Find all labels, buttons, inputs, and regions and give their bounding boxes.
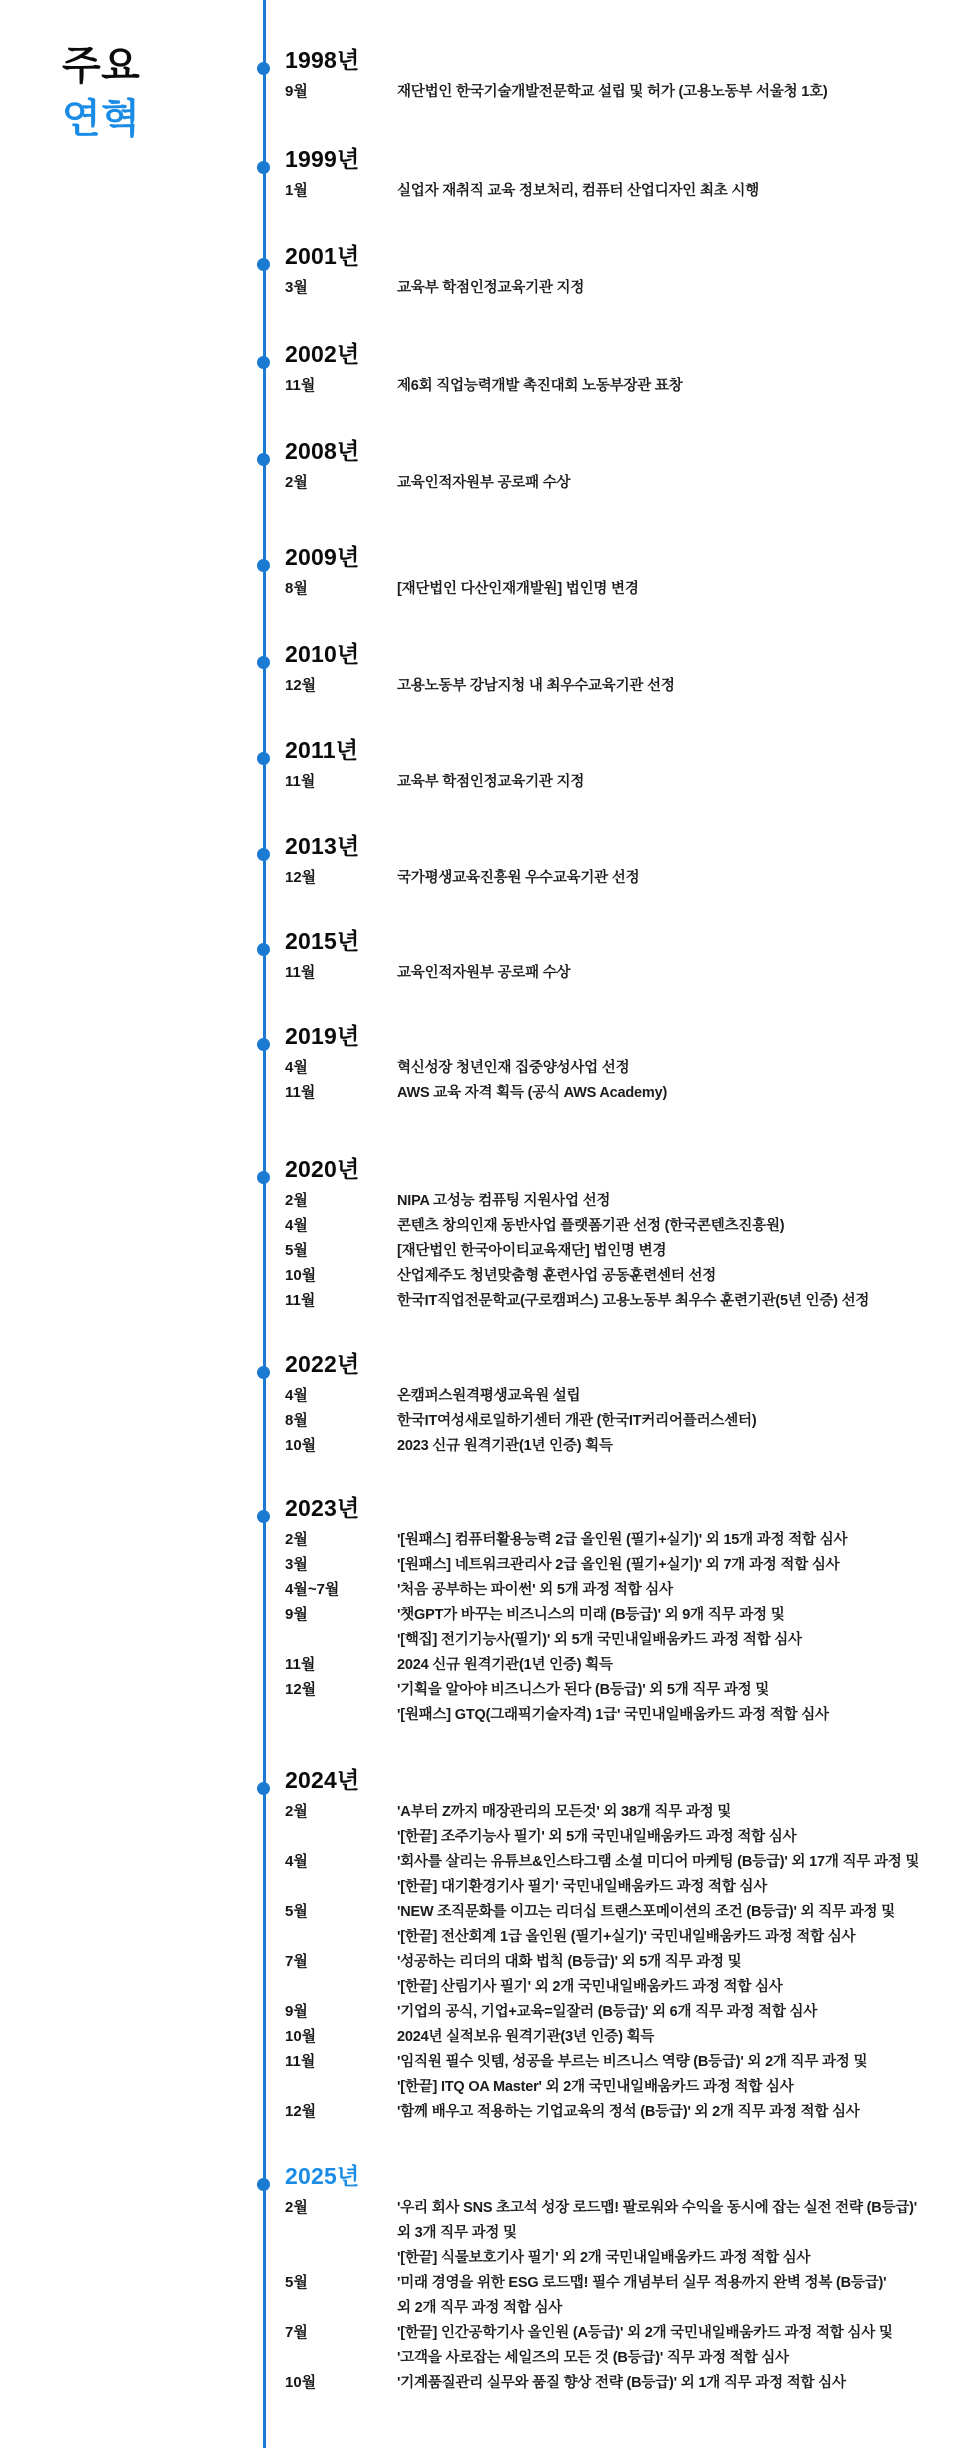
timeline-entry — [285, 1529, 960, 1551]
entry-description: '성공하는 리더의 대화 법칙 (B등급)' 외 5개 직무 과정 및 — [397, 1954, 742, 1970]
timeline-entry — [285, 1410, 960, 1432]
timeline-entry — [285, 578, 960, 600]
entry-description: '회사를 살리는 유튜브&인스타그램 소셜 미디어 마케팅 (B등급)' 외 17개 직무 과정 및 — [397, 1854, 920, 1870]
timeline-entry — [285, 277, 960, 299]
entry-month: 11월 — [285, 377, 316, 394]
timeline-entry — [285, 81, 960, 103]
entry-month: 9월 — [285, 83, 308, 100]
timeline-entry — [285, 1435, 960, 1457]
entry-month: 4월~7월 — [285, 1581, 340, 1598]
timeline-year-block — [285, 1023, 960, 1107]
timeline-entry — [285, 1901, 960, 1923]
entry-description: '처음 공부하는 파이썬' 외 5개 과정 적합 심사 — [397, 1582, 673, 1598]
entry-description: 콘텐츠 창의인재 동반사업 플랫폼기관 선정 (한국콘텐츠진흥원) — [397, 1218, 785, 1234]
year-label: 2002년 — [285, 341, 360, 367]
year-entries — [285, 1529, 960, 1726]
entry-description: 혁신성장 청년인재 집중양성사업 선정 — [397, 1060, 630, 1076]
year-entries — [285, 771, 960, 793]
entry-description: '기획을 알아야 비즈니스가 된다 (B등급)' 외 5개 직무 과정 및 — [397, 1682, 770, 1698]
year-label: 2001년 — [285, 243, 360, 269]
entry-month: 10월 — [285, 2028, 317, 2045]
year-entries — [285, 675, 960, 697]
entry-month: 2월 — [285, 1531, 308, 1548]
timeline-year-block — [285, 2163, 960, 2397]
entry-month: 2월 — [285, 1803, 308, 1820]
entry-month: 12월 — [285, 869, 317, 886]
year-label: 2011년 — [285, 737, 359, 763]
timeline-entry — [285, 1704, 960, 1726]
entry-month: 2월 — [285, 2199, 308, 2216]
timeline-dot-icon — [257, 656, 270, 669]
entry-month: 10월 — [285, 1267, 317, 1284]
year-entries — [285, 375, 960, 397]
page-title — [62, 40, 140, 146]
timeline-entry — [285, 375, 960, 397]
entry-description: 한국IT여성새로일하기센터 개관 (한국IT커리어플러스센터) — [397, 1413, 757, 1429]
entry-month: 12월 — [285, 677, 317, 694]
timeline-entry — [285, 2347, 960, 2369]
year-entries — [285, 81, 960, 103]
timeline-dot-icon — [257, 1366, 270, 1379]
entry-month: 5월 — [285, 1903, 308, 1920]
entry-description: 교육인적자원부 공로패 수상 — [397, 965, 571, 981]
timeline-dot-icon — [257, 752, 270, 765]
entry-description: '[핵집] 전기기능사(필기)' 외 5개 국민내일배움카드 과정 적합 심사 — [397, 1632, 802, 1648]
entry-description: '고객을 사로잡는 세일즈의 모든 것 (B등급)' 직무 과정 적합 심사 — [397, 2350, 789, 2366]
timeline-entry — [285, 2297, 960, 2319]
timeline-year-block — [285, 1156, 960, 1315]
timeline-entry — [285, 1851, 960, 1873]
year-label: 2015년 — [285, 928, 360, 954]
year-label: 2008년 — [285, 438, 360, 464]
entry-description: '미래 경영을 위한 ESG 로드맵! 필수 개념부터 실무 적용까지 완벽 정복 (B등급)' — [397, 2275, 887, 2291]
year-label: 2025년 — [285, 2163, 360, 2189]
year-label: 2024년 — [285, 1767, 360, 1793]
timeline-entry — [285, 1240, 960, 1262]
timeline-entry — [285, 962, 960, 984]
timeline-year-block — [285, 1351, 960, 1460]
timeline-entry — [285, 1190, 960, 1212]
year-entries — [285, 2197, 960, 2394]
entry-description: '챗GPT가 바꾸는 비즈니스의 미래 (B등급)' 외 9개 직무 과정 및 — [397, 1607, 785, 1623]
entry-description: [재단법인 한국아이티교육재단] 법인명 변경 — [397, 1243, 667, 1259]
entry-month: 8월 — [285, 580, 308, 597]
timeline-year-block — [285, 1767, 960, 2126]
timeline-dot-icon — [257, 943, 270, 956]
entry-description: 교육인적자원부 공로패 수상 — [397, 475, 571, 491]
entry-month: 12월 — [285, 2103, 317, 2120]
entry-month: 4월 — [285, 1059, 308, 1076]
year-label: 2020년 — [285, 1156, 360, 1182]
timeline-entry — [285, 867, 960, 889]
timeline-entry — [285, 1976, 960, 1998]
year-label: 1999년 — [285, 146, 360, 172]
timeline-year-block — [285, 438, 960, 497]
timeline-entry — [285, 1290, 960, 1312]
timeline-entry — [285, 1654, 960, 1676]
entry-description: AWS 교육 자격 획득 (공식 AWS Academy) — [397, 1085, 668, 1101]
entry-month: 12월 — [285, 1681, 317, 1698]
year-entries — [285, 867, 960, 889]
timeline-entry — [285, 472, 960, 494]
entry-description: 산업제주도 청년맞춤형 훈련사업 공동훈련센터 선정 — [397, 1268, 717, 1284]
entry-month: 5월 — [285, 2274, 308, 2291]
year-entries — [285, 962, 960, 984]
entry-description: 온캠퍼스원격평생교육원 설립 — [397, 1388, 581, 1404]
entry-description: 'A부터 Z까지 매장관리의 모든것' 외 38개 직무 과정 및 — [397, 1804, 732, 1820]
timeline-entry — [285, 1876, 960, 1898]
timeline-dot-icon — [257, 1038, 270, 1051]
timeline-year-block — [285, 833, 960, 892]
entry-month: 10월 — [285, 1437, 317, 1454]
timeline-entry — [285, 2076, 960, 2098]
year-entries — [285, 472, 960, 494]
timeline-entry — [285, 1385, 960, 1407]
timeline-entry — [285, 771, 960, 793]
timeline-entry — [285, 180, 960, 202]
entry-description: NIPA 고성능 컴퓨팅 지원사업 선정 — [397, 1193, 611, 1209]
entry-description: 국가평생교육진흥원 우수교육기관 선정 — [397, 870, 640, 886]
entry-month: 11월 — [285, 1084, 316, 1101]
entry-description: '함께 배우고 적용하는 기업교육의 정석 (B등급)' 외 2개 직무 과정 적합 심사 — [397, 2104, 860, 2120]
entry-description: 2024년 실적보유 원격기관(3년 인증) 획득 — [397, 2029, 655, 2045]
entry-description: 한국IT직업전문학교(구로캠퍼스) 고용노동부 최우수 훈련기관(5년 인증) 선정 — [397, 1293, 870, 1309]
entry-month: 9월 — [285, 2003, 308, 2020]
timeline-entry — [285, 1926, 960, 1948]
entry-description: '우리 회사 SNS 초고석 성장 로드맵! 팔로워와 수익을 동시에 잡는 실전 전략 (B등급)' — [397, 2200, 918, 2216]
year-label: 1998년 — [285, 47, 360, 73]
timeline-entry — [285, 2272, 960, 2294]
entry-description: '[원패스] 컴퓨터활용능력 2급 올인원 (필기+실기)' 외 15개 과정 적합 심사 — [397, 1532, 848, 1548]
timeline-entry — [285, 675, 960, 697]
entry-description: 고용노동부 강남지청 내 최우수교육기관 선정 — [397, 678, 675, 694]
timeline-entry — [285, 1826, 960, 1848]
year-label: 2010년 — [285, 641, 360, 667]
timeline-year-block — [285, 641, 960, 700]
entry-description: '[원패스] 네트워크관리사 2급 올인원 (필기+실기)' 외 7개 과정 적합 심사 — [397, 1557, 840, 1573]
entry-month: 8월 — [285, 1412, 308, 1429]
entry-month: 1월 — [285, 182, 308, 199]
entry-month: 4월 — [285, 1853, 308, 1870]
timeline-entry — [285, 1604, 960, 1626]
entry-description: 실업자 재취직 교육 정보처리, 컴퓨터 산업디자인 최초 시행 — [397, 183, 759, 199]
timeline-dot-icon — [257, 2178, 270, 2191]
timeline-entry — [285, 1951, 960, 1973]
timeline-entry — [285, 2322, 960, 2344]
year-label: 2013년 — [285, 833, 360, 859]
entry-month: 11월 — [285, 773, 316, 790]
timeline-dot-icon — [257, 1782, 270, 1795]
year-entries — [285, 180, 960, 202]
entry-month: 3월 — [285, 279, 308, 296]
timeline-entry — [285, 2222, 960, 2244]
timeline-entry — [285, 1554, 960, 1576]
year-label: 2019년 — [285, 1023, 360, 1049]
entry-month: 11월 — [285, 1292, 316, 1309]
entry-month: 10월 — [285, 2374, 317, 2391]
entry-month: 11월 — [285, 964, 316, 981]
year-entries — [285, 578, 960, 600]
timeline-entry — [285, 2001, 960, 2023]
entry-description: '임직원 필수 잇템, 성공을 부르는 비즈니스 역량 (B등급)' 외 2개 직무 과정 및 — [397, 2054, 868, 2070]
timeline-year-block — [285, 146, 960, 205]
entry-description: '[한끝] 인간공학기사 올인원 (A등급)' 외 2개 국민내일배움카드 과정 적합 심사 및 — [397, 2325, 893, 2341]
timeline-entry — [285, 1579, 960, 1601]
entry-description: '[한끝] 조주기능사 필기' 외 5개 국민내일배움카드 과정 적합 심사 — [397, 1829, 797, 1845]
entry-description: '기업의 공식, 기업+교육=일잘러 (B등급)' 외 6개 직무 과정 적합 심사 — [397, 2004, 818, 2020]
entry-description: 제6회 직업능력개발 촉진대회 노동부장관 표창 — [397, 378, 683, 394]
entry-description: [재단법인 다산인재개발원] 법인명 변경 — [397, 581, 639, 597]
timeline-dot-icon — [257, 356, 270, 369]
entry-description: 2023 신규 원격기관(1년 인증) 획득 — [397, 1438, 613, 1454]
timeline-entry — [285, 2101, 960, 2123]
timeline-entry — [285, 1679, 960, 1701]
timeline-dot-icon — [257, 1171, 270, 1184]
timeline-entry — [285, 1057, 960, 1079]
entry-month: 7월 — [285, 2324, 308, 2341]
timeline-dot-icon — [257, 161, 270, 174]
entry-month: 11월 — [285, 2053, 316, 2070]
entry-description: 교육부 학점인정교육기관 지정 — [397, 280, 585, 296]
year-label: 2009년 — [285, 544, 360, 570]
entry-month: 4월 — [285, 1387, 308, 1404]
timeline-year-block — [285, 341, 960, 400]
timeline-entry — [285, 1801, 960, 1823]
timeline-entry — [285, 2026, 960, 2048]
timeline-dot-icon — [257, 258, 270, 271]
page-title-blue: 연혁 — [62, 97, 141, 141]
year-entries — [285, 1190, 960, 1312]
entry-month: 5월 — [285, 1242, 308, 1259]
timeline-year-block — [285, 1495, 960, 1729]
entry-month: 4월 — [285, 1217, 308, 1234]
timeline-entry — [285, 2197, 960, 2219]
entry-description: 재단법인 한국기술개발전문학교 설립 및 허가 (고용노동부 서울청 1호) — [397, 84, 828, 100]
page-title-black: 주요 — [62, 44, 141, 88]
timeline-entry — [285, 1082, 960, 1104]
timeline-entry — [285, 1629, 960, 1651]
entry-description: '[한끝] 대기환경기사 필기' 국민내일배움카드 과정 적합 심사 — [397, 1879, 768, 1895]
entry-description: '[한끝] 전산회계 1급 올인원 (필기+실기)' 국민내일배움카드 과정 적합 심사 — [397, 1929, 856, 1945]
entry-month: 3월 — [285, 1556, 308, 1573]
entry-description: '[한끝] 산림기사 필기' 외 2개 국민내일배움카드 과정 적합 심사 — [397, 1979, 783, 1995]
timeline-dot-icon — [257, 453, 270, 466]
entry-month: 2월 — [285, 474, 308, 491]
timeline-entry — [285, 1215, 960, 1237]
timeline-entry — [285, 2372, 960, 2394]
timeline-dot-icon — [257, 62, 270, 75]
year-entries — [285, 1385, 960, 1457]
entry-description: '[원패스] GTQ(그래픽기술자격) 1급' 국민내일배움카드 과정 적합 심사 — [397, 1707, 829, 1723]
entry-month: 2월 — [285, 1192, 308, 1209]
timeline-year-block — [285, 243, 960, 302]
entry-description: 외 3개 직무 과정 및 — [397, 2225, 517, 2241]
entry-description: 2024 신규 원격기관(1년 인증) 획득 — [397, 1657, 613, 1673]
timeline-year-block — [285, 737, 960, 796]
entry-description: '[한끝] 식물보호기사 필기' 외 2개 국민내일배움카드 과정 적합 심사 — [397, 2250, 811, 2266]
entry-description: 외 2개 직무 과정 적합 심사 — [397, 2300, 563, 2316]
entry-description: 교육부 학점인정교육기관 지정 — [397, 774, 585, 790]
timeline-entry — [285, 2051, 960, 2073]
timeline-year-block — [285, 928, 960, 987]
year-entries — [285, 277, 960, 299]
timeline-entry — [285, 2247, 960, 2269]
entry-month: 7월 — [285, 1953, 308, 1970]
year-label: 2023년 — [285, 1495, 360, 1521]
year-entries — [285, 1057, 960, 1104]
entry-month: 9월 — [285, 1606, 308, 1623]
timeline-year-block — [285, 544, 960, 603]
timeline-dot-icon — [257, 559, 270, 572]
entry-description: '[한끝] ITQ OA Master' 외 2개 국민내일배움카드 과정 적합 심사 — [397, 2079, 794, 2095]
entry-month: 11월 — [285, 1656, 316, 1673]
entry-description: 'NEW 조직문화를 이끄는 리더십 트랜스포메이션의 조건 (B등급)' 외 직무 과정 및 — [397, 1904, 895, 1920]
timeline-entry — [285, 1265, 960, 1287]
year-label: 2022년 — [285, 1351, 360, 1377]
timeline-dot-icon — [257, 848, 270, 861]
entry-description: '기계품질관리 실무와 품질 향상 전략 (B등급)' 외 1개 직무 과정 적합 심사 — [397, 2375, 846, 2391]
year-entries — [285, 1801, 960, 2123]
timeline-year-block — [285, 47, 960, 106]
timeline-dot-icon — [257, 1510, 270, 1523]
